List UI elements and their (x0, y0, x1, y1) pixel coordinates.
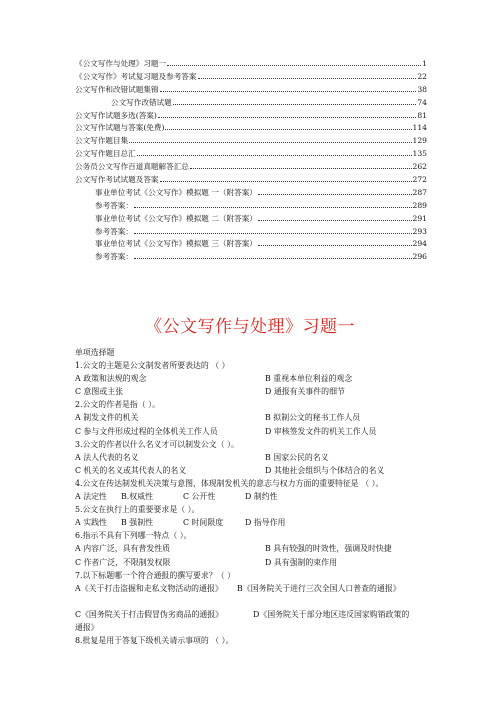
answer-option[interactable]: B《国务院关于进行三次全国人口普查的通报》 (237, 583, 401, 593)
answer-option[interactable]: C 意图或主张 (75, 387, 123, 397)
answer-option[interactable]: A 实践性 (75, 518, 107, 528)
toc-entry[interactable] (75, 97, 427, 110)
toc-entry[interactable] (75, 135, 427, 148)
answer-option[interactable]: B 强制性 (121, 518, 153, 528)
answer-option[interactable]: C 作者广泛，不限制发权限 (75, 557, 171, 567)
option-row (75, 451, 435, 464)
toc-entry-title: 公文写作试题多选(答案) (75, 110, 157, 120)
option-row (75, 425, 435, 438)
option-row (75, 556, 435, 569)
toc-entry-title: 参考答案： (95, 226, 133, 236)
toc-leader-dots (258, 220, 412, 221)
toc-entry[interactable] (75, 148, 427, 161)
toc-entry-title: 事业单位考试《公文写作》模拟题 一（附答案） (95, 187, 257, 197)
answer-option[interactable]: D 制约性 (245, 492, 278, 502)
question-text: 3.公文的作者以什么名义才可以制发公文（ ）。 (75, 439, 239, 449)
toc-entry-title: 参考答案： (95, 252, 133, 262)
question-text: 1.公文的主题是公文制发者所要表达的 （ ） (75, 361, 230, 371)
toc-entry[interactable] (75, 251, 427, 264)
toc-leader-dots (165, 129, 411, 130)
toc-entry[interactable] (75, 226, 427, 239)
toc-entry-title: 参考答案： (95, 200, 133, 210)
toc-entry[interactable] (75, 174, 427, 187)
toc-entry-title: 事业单位考试《公文写作》模拟题 三（附答案） (95, 239, 257, 249)
option-row (75, 490, 435, 503)
answer-option[interactable]: D《国务院关于部分地区违反国家购销政策的 (253, 609, 410, 619)
answer-option[interactable]: B 拟制公文的秘书工作人员 (265, 413, 361, 423)
toc-entry-page: 38 (417, 84, 427, 94)
document-title: 《公文写作与处理》习题一 (145, 317, 355, 337)
answer-option[interactable]: A 制发文件的机关 (75, 413, 139, 423)
answer-option[interactable]: C 时间限度 (183, 518, 224, 528)
toc-entry-page: 294 (412, 239, 427, 249)
toc-entry[interactable] (75, 58, 427, 71)
toc-leader-dots (158, 117, 416, 118)
toc-entry[interactable] (75, 238, 427, 251)
option-row (75, 542, 435, 555)
toc-leader-dots (167, 65, 421, 66)
answer-option[interactable]: D 其他社会组织与个体结合的名义 (265, 465, 385, 475)
option-row (75, 411, 435, 424)
answer-option[interactable]: D 审核签发文件的机关工作人员 (265, 426, 377, 436)
section-label: 单项选择题 (75, 348, 115, 357)
answer-option[interactable]: C 公开性 (183, 492, 216, 502)
blank-line (75, 595, 435, 608)
option-row (75, 608, 435, 621)
option-row (75, 372, 435, 385)
toc-leader-dots (258, 194, 412, 195)
toc-leader-dots (198, 78, 417, 79)
toc-entry-title: 《公文写作》考试复习题及参考答案 (75, 71, 197, 81)
toc-entry-page: 291 (412, 213, 427, 223)
toc-entry-page: 22 (417, 71, 427, 81)
answer-option[interactable]: C《国务院关于打击假冒伪劣商品的通报》 (75, 609, 224, 619)
toc-entry-page: 262 (412, 162, 427, 172)
answer-option[interactable]: D 通报有关事件的细节 (265, 387, 345, 397)
option-row (75, 516, 435, 529)
option-row (75, 582, 435, 595)
toc-leader-dots (134, 233, 412, 234)
toc-entry-page: 272 (412, 175, 427, 185)
answer-option[interactable]: A 内容广泛，具有普发性质 (75, 544, 171, 554)
answer-option[interactable]: A《关于打击盗掘和走私文物活动的通报》 (75, 583, 223, 593)
option-continuation: 通报》 (75, 622, 99, 632)
toc-entry-page: 296 (412, 252, 427, 262)
toc-entry-page: 114 (412, 123, 427, 133)
toc-leader-dots (173, 104, 417, 105)
answer-option[interactable]: A 法人代表的名义 (75, 452, 139, 462)
answer-option[interactable]: A 政策和法规的观念 (75, 374, 147, 384)
answer-option[interactable]: B 具有较强的时效性，强调及时快捷 (265, 544, 392, 554)
toc-entry[interactable] (75, 200, 427, 213)
answer-option[interactable]: C 参与文件形成过程的全体机关工作人员 (75, 426, 218, 436)
toc-entry-title: 公文写作题目总汇 (75, 149, 136, 159)
toc-entry[interactable] (75, 161, 427, 174)
option-row (75, 385, 435, 398)
toc-entry-title: 《公文写作与处理》习题一 (75, 59, 167, 68)
answer-option[interactable]: B 重视本单位利益的观念 (265, 374, 353, 384)
toc-leader-dots (129, 142, 411, 143)
toc-entry-title: 公务员公文写作百道真题解答汇总 (75, 162, 189, 172)
toc-entry-page: 287 (412, 187, 427, 197)
toc-entry[interactable] (75, 213, 427, 226)
toc-entry-page: 289 (412, 200, 427, 210)
toc-leader-dots (137, 155, 412, 156)
toc-entry-title: 公文写作考试试题及答案 (75, 175, 159, 185)
question-text: 5.公文在执行上的重要要求是（ ）。 (75, 505, 200, 515)
toc-entry[interactable] (75, 71, 427, 84)
answer-option[interactable]: D 具有强制的束作用 (265, 557, 337, 567)
toc-entry-title: 事业单位考试《公文写作》模拟题 二（附答案） (95, 213, 257, 223)
toc-leader-dots (190, 168, 412, 169)
toc-leader-dots (160, 181, 412, 182)
toc-entry-page: 293 (412, 226, 427, 236)
question-text: 8.批复是用于答复下级机关请示事项的 （ ）。 (75, 636, 234, 646)
toc-entry[interactable] (75, 187, 427, 200)
question-body (75, 346, 435, 647)
toc-entry[interactable] (75, 110, 427, 123)
toc-entry-page: 1 (422, 59, 427, 68)
question-text: 4.公文在传达制发机关决策与意图，体现制发机关的意志与权力方面的重要特征是 （ ）。 (75, 478, 384, 488)
toc-entry-title: 公文写作和改错试题集锦 (75, 84, 159, 94)
answer-option[interactable]: B.权威性 (121, 492, 153, 502)
answer-option[interactable]: D 指导作用 (245, 518, 286, 528)
answer-option[interactable]: A 法定性 (75, 492, 107, 502)
toc-leader-dots (258, 245, 412, 246)
toc-entry[interactable] (75, 122, 427, 135)
toc-entry-title: 公文写作试题与答案(免费) (75, 123, 165, 133)
question-text: 7.以下标题哪一个符合通报的撰写要求？（ ） (75, 570, 235, 580)
toc-leader-dots (160, 91, 417, 92)
toc-entry-title: 公文写作改错试题 (111, 97, 172, 107)
question-list (75, 359, 435, 647)
table-of-contents (75, 58, 427, 264)
answer-option[interactable]: B 国家公民的名义 (265, 452, 329, 462)
toc-entry[interactable] (75, 84, 427, 97)
toc-entry-page: 74 (417, 97, 427, 107)
answer-option[interactable]: C 机关的名义或其代表人的名义 (75, 465, 187, 475)
option-row (75, 464, 435, 477)
toc-entry-page: 135 (412, 149, 427, 159)
toc-entry-page: 81 (417, 110, 427, 120)
toc-entry-page: 129 (412, 136, 427, 146)
toc-leader-dots (134, 258, 412, 259)
question-text: 2.公文的作者是指（ ）。 (75, 400, 160, 410)
toc-entry-title: 公文写作题目集 (75, 136, 129, 146)
toc-leader-dots (134, 207, 412, 208)
question-text: 6.指示不具有下列哪一特点（ ）。 (75, 531, 192, 541)
